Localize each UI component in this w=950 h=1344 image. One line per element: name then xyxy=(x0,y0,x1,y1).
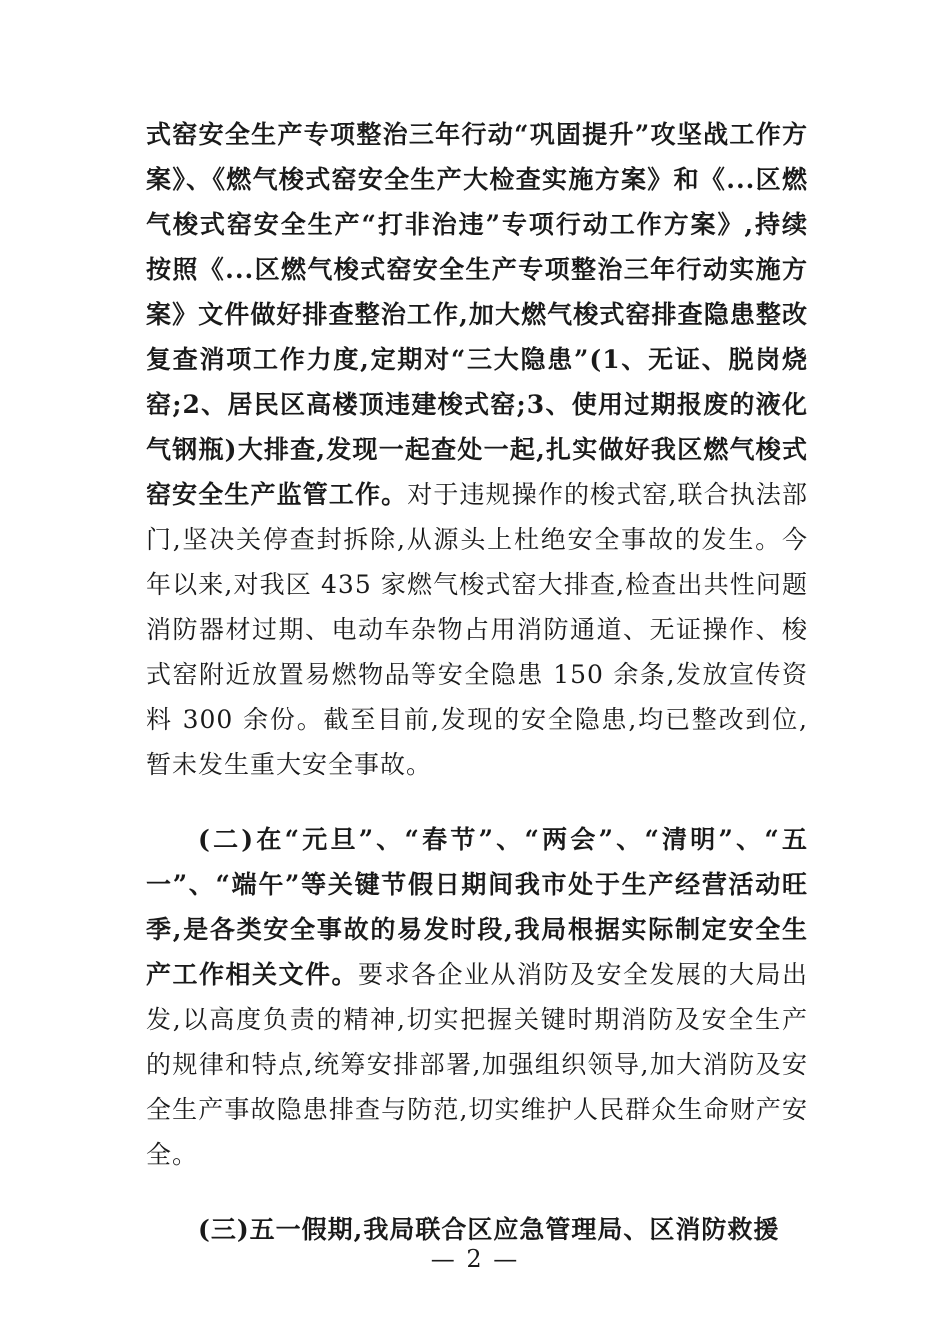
paragraph-2-normal-text: 要求各企业从消防及安全发展的大局出发,以高度负责的精神,切实把握关键时期消防及安全生产的规律和特点,统筹安排部署,加强组织领导,加大消防及安全生产事故隐患排查与防范,切实维护人民群众生命财产安全。 xyxy=(146,960,808,1169)
page-number: — 2 — xyxy=(430,1245,520,1273)
document-body xyxy=(146,112,808,1252)
paragraph-2 xyxy=(146,817,808,1177)
paragraph-1-bold-text: 式窑安全生产专项整治三年行动“巩固提升”攻坚战工作方案》、《燃气梭式窑安全生产大检查实施方案》和《...区燃气梭式窑安全生产“打非治违”专项行动工作方案》,持续按照《...区燃气梭式窑安全生产专项整治三年行动实施方案》文件做好排查整治工作,加大燃气梭式窑排查隐患整改复查消项工作力度,定期对“三大隐患”(1、无证、脱岗烧窑;2、居民区高楼顶违建梭式窑;3、使用过期报废的液化气钢瓶)大排查,发现一起查处一起,扎实做好我区燃气梭式窑安全生产监管工作。 xyxy=(146,120,808,509)
paragraph-3-bold-text: (三)五一假期,我局联合区应急管理局、区消防救援 xyxy=(198,1215,780,1244)
paragraph-1-normal-text: 对于违规操作的梭式窑,联合执法部门,坚决关停查封拆除,从源头上杜绝安全事故的发生。今年以来,对我区 435 家燃气梭式窑大排查,检查出共性问题消防器材过期、电动车杂物占用消防通道、无证操作、梭式窑附近放置易燃物品等安全隐患 150 余条,发放宣传资料 300 余份。截至目前,发现的安全隐患,均已整改到位,暂未发生重大安全事故。 xyxy=(146,480,808,779)
paragraph-1 xyxy=(146,112,808,787)
paragraph-2-bold-text: (二)在“元旦”、“春节”、“两会”、“清明”、“五一”、“端午”等关键节假日期间我市处于生产经营活动旺季,是各类安全事故的易发时段,我局根据实际制定安全生产工作相关文件。 xyxy=(146,825,808,989)
